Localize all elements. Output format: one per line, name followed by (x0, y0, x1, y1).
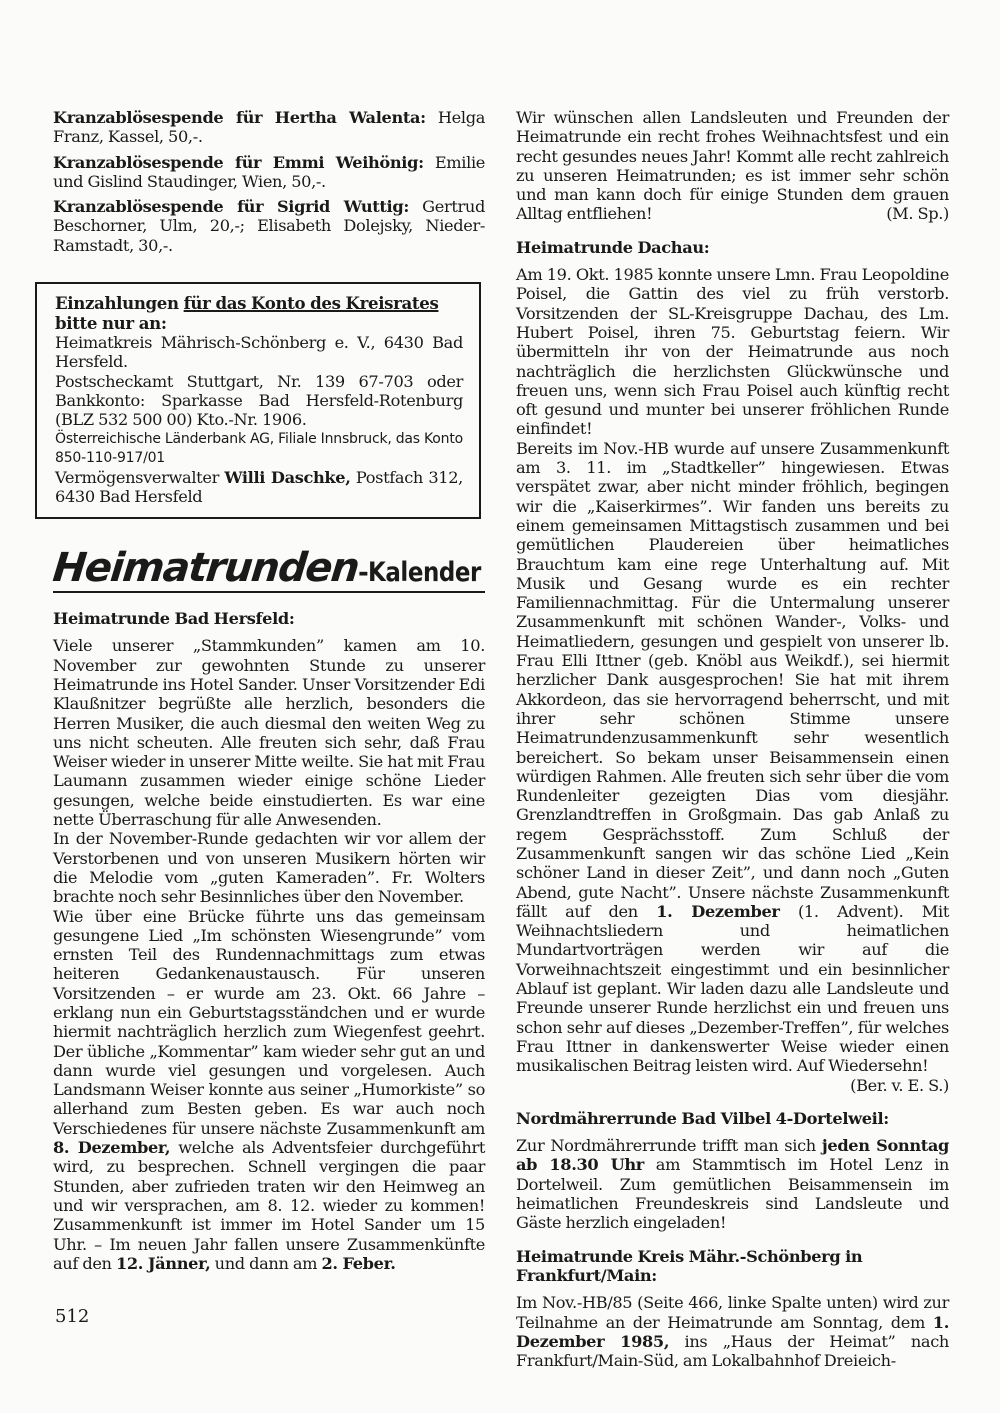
article-paragraph: Viele unserer „Stammkunden” kamen am 10. November zur gewohnten Stunde zu unserer Heimatrunde ins Hotel Sander. Unser Vorsitzender Edi Klaußnitzer begrüßte alle herzlich, besonders die Herren Musiker, die auch diesmal den weiten Weg zu uns nicht scheuten. Alle freuten sich sehr, daß Frau Weiser wieder in unserer Mitte weilte. Sie hat mit Frau Laumann zusammen wieder einige schöne Lieder gesungen, welche beide einstudierten. Es war eine nette Überraschung für alle Anwesenden. (53, 636, 485, 830)
page-number: 512 (55, 1306, 90, 1327)
donation-entry: Kranzablösespende für Sigrid Wuttig: Gertrud Beschorner, Ulm, 20,-; Elisabeth Dolejsky, Nieder-Ramstadt, 30,-. (53, 197, 485, 255)
donation-entry: Kranzablösespende für Hertha Walenta: Helga Franz, Kassel, 50,-. (53, 108, 486, 147)
greeting-paragraph: Wir wünschen allen Landsleuten und Freunden der Heimatrunde ein recht frohes Weihnachtsfest und ein recht gesundes neues Jahr! Kommt alle recht zahlreich zu unseren Heimatrunden; es ist immer sehr schön und man kann doch für einige Stunden dem grauen Alltag entfliehen! (M. Sp.) (516, 108, 949, 224)
article-paragraph: Zur Nordmährerrunde trifft man sich jeden Sonntag ab 18.30 Uhr am Stammtisch im Hotel Lenz in Dortelweil. Zum gemütlichen Beisammensein im heimatlichen Freundeskreis sind Landsleute und Gäste herzlich eingeladen! (516, 1136, 949, 1233)
section-heading-dortelweil: Nordmährerrunde Bad Vilbel 4-Dortelweil: (516, 1108, 889, 1128)
section-heading-dachau: Heimatrunde Dachau: (516, 237, 710, 257)
kalender-block-title: Kalender (368, 556, 482, 588)
box-title: Einzahlungen für das Konto des Kreisrates bitte nur an: (55, 293, 439, 333)
payment-info-box (35, 282, 481, 519)
donation-entry: Kranzablösespende für Emmi Weihönig: Emilie und Gislind Staudinger, Wien, 50,-. (53, 152, 485, 191)
author-initials: (Ber. v. E. S.) (850, 1075, 949, 1095)
article-paragraph: Bereits im Nov.-HB wurde auf unsere Zusammenkunft am 3. 11. im „Stadtkeller” hingewiesen. Etwas verspätet zwar, aber nicht minder fröhlich, begingen wir die „Kaiserkirmes”. Wir fanden uns bereits zu einem gemeinsamen Mittagstisch zusammen und bei gemütlichen Plaudereien über heimatliches Brauchtum kam eine rege Unterhaltung auf. Mit Musik und Gesang wurde es ein rechter Familiennachmittag. Für die Untermalung unserer Zusammenkunft mit schönen Wander-, Volks- und Heimatliedern, gesungen und gespielt von unserer lb. Frau Elli Ittner (geb. Knöbl aus Weikdf.), sei hiermit herzlicher Dank ausgesprochen! Sie hat mit ihrem Akkordeon, das sie hervorragend beherrscht, und mit ihrer sehr schönen Stimme unsere Heimatrundenzusammenkunft sehr wesentlich bereichert. So bekam unser Beisammensein einen würdigen Rahmen. Alle freuten sich sehr über die vom Rundenleiter gezeigten Dias vom diesjähr. Grenzlandtreffen in Großgmain. Das gab Anlaß zu regem Gesprächsstoff. Zum Schluß der Zusammenkunft sangen wir das schöne Lied „Kein schöner Land in dieser Zeit”, und dann noch „Guten Abend, gute Nacht”. Unsere nächste Zusammenkunft fällt auf den 1. Dezember (1. Advent). Mit Weihnachtsliedern und heimatlichen Mundartvorträgen werden wir auf die Vorweihnachtszeit eingestimmt und ein besinnlicher Ablauf ist geplant. Wir laden dazu alle Landsleute und Freunde unserer Runde herzlichst ein und freuen uns schon sehr auf dieses „Dezember-Treffen”, für welches Frau Ittner in dankenswerter Weise wieder einen musikalischen Beitrag leisten wird. Auf Wiedersehn! (Ber. v. E. S.) (516, 438, 949, 1095)
box-austrian-bank: Österreichische Länderbank AG, Filiale Innsbruck, das Konto 850-110-917/01 (55, 430, 463, 466)
left-column (50, 108, 486, 1273)
kalender-banner: Heimatrunden-Kalender (53, 559, 485, 593)
section-heading-bad-hersfeld: Heimatrunde Bad Hersfeld: (53, 609, 295, 629)
section-heading-frankfurt: Heimatrunde Kreis Mähr.-Schönberg in Frankfurt/Main: (516, 1246, 863, 1285)
box-bank-accounts: Postscheckamt Stuttgart, Nr. 139 67-703 oder Bankkonto: Sparkasse Bad Hersfeld-Rotenburg (BLZ 532 500 00) Kto.-Nr. 1906. (55, 371, 463, 430)
article-paragraph: Am 19. Okt. 1985 konnte unsere Lmn. Frau Leopoldine Poisel, die Gattin des viel zu früh verstorb. Vorsitzenden der SL-Kreisgruppe Dachau, des Lm. Hubert Poisel, ihren 75. Geburtstag feiern. Wir übermitteln ihr von der Heimatrunde aus noch nachträglich die herzlichsten Glückwünsche und freuen uns, wenn sich Frau Poisel auch künftig recht oft gesund und munter bei unserer fröhlichen Runde einfindet! (516, 265, 949, 439)
article-paragraph: Wie über eine Brücke führte uns das gemeinsam gesungene Lied „Im schönsten Wiesengrunde” vom ernsten Teil des Rundennachmittags zum etwas heiteren Gedankenaustausch. Für unseren Vorsitzenden – er wurde am 23. Okt. 66 Jahre – erklang nun ein Geburtstagsständchen und er wurde hiermit nachträglich herzlich zum Wiegenfest geehrt. Der übliche „Kommentar” kam wieder sehr gut an und dann wurde viel gesungen und vorgelesen. Auch Landsmann Weiser konnte aus seiner „Humorkiste” so allerhand zum Besten geben. Es war auch noch Verschiedenes für unsere nächste Zusammenkunft am 8. Dezember, welche als Adventsfeier durchgeführt wird, zu besprechen. Schnell vergingen die paar Stunden, aber zufrieden traten wir den Heimweg an und wir versprachen, am 8. 12. wieder zu kommen! Zusammenkunft ist immer im Hotel Sander um 15 Uhr. – Im neuen Jahr fallen unsere Zusammenkünfte auf den 12. Jänner, und dann am 2. Feber. (53, 906, 485, 1273)
box-address: Heimatkreis Mährisch-Schönberg e. V., 6430 Bad Hersfeld. (55, 333, 463, 372)
author-initials: (M. Sp.) (886, 204, 949, 224)
right-column (516, 108, 949, 1370)
kalender-script-title: Heimatrunden (50, 544, 361, 591)
article-paragraph: Im Nov.-HB/85 (Seite 466, linke Spalte unten) wird zur Teilnahme an der Heimatrunde am Sonntag, dem 1. Dezember 1985, ins „Haus der Heimat” nach Frankfurt/Main-Süd, am Lokalbahnhof Dreieich- (516, 1293, 949, 1371)
box-administrator: Vermögensverwalter Willi Daschke, Postfach 312, 6430 Bad Hersfeld (55, 468, 463, 507)
article-paragraph: In der November-Runde gedachten wir vor allem der Verstorbenen und von unseren Musikern hörten wir die Melodie vom „guten Kameraden”. Fr. Wolters brachte noch sehr Besinnliches über den November. (53, 829, 485, 907)
